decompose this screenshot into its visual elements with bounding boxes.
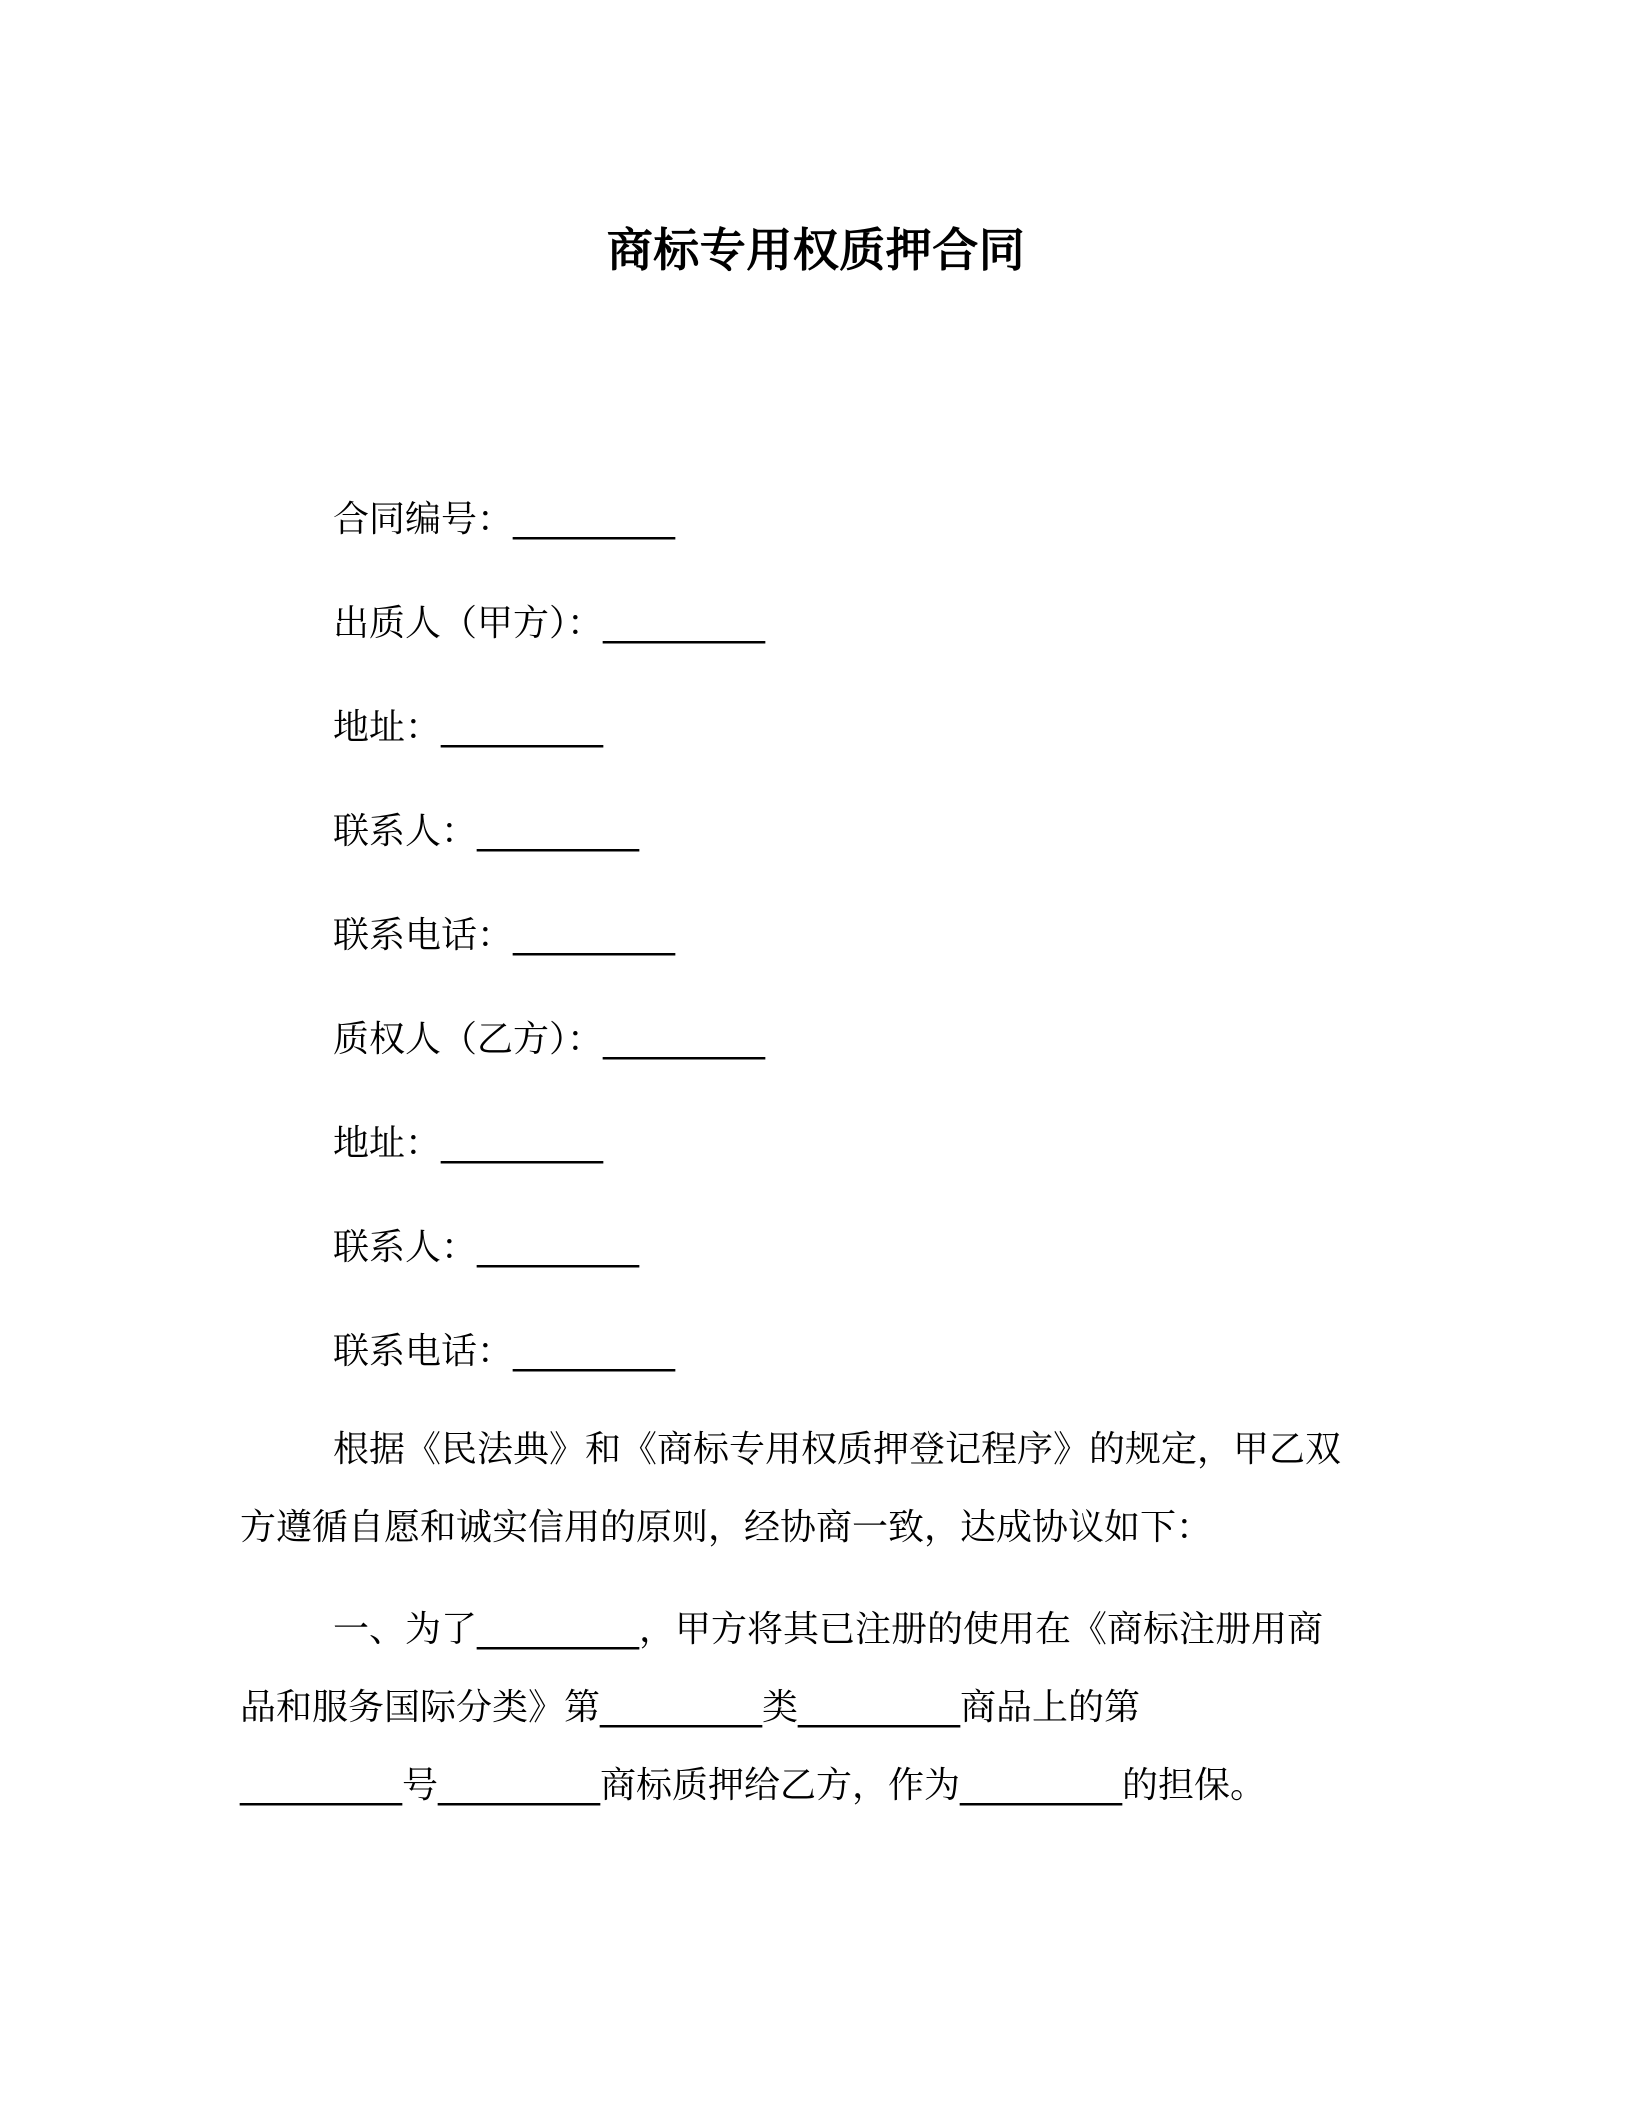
pledgee-address-field: 地址：_________	[333, 1123, 604, 1164]
preamble-paragraph	[240, 1411, 1400, 1567]
clause-line: 一、为了_________，甲方将其已注册的使用在《商标注册用商	[333, 1609, 1324, 1650]
preamble-line: 方遵循自愿和诚实信用的原则，经协商一致，达成协议如下：	[240, 1507, 1213, 1548]
clause-one-paragraph	[240, 1591, 1400, 1825]
contract-number-field: 合同编号：_________	[333, 499, 676, 540]
pledgee-contact-person-field: 联系人：_________	[333, 1227, 640, 1268]
clause-line: 品和服务国际分类》第_________类_________商品上的第	[240, 1687, 1141, 1728]
preamble-line: 根据《民法典》和《商标专用权质押登记程序》的规定，甲乙双	[333, 1429, 1342, 1470]
party-info-list	[333, 494, 1433, 1430]
pledgor-party-a-field: 出质人（甲方）：_________	[333, 603, 766, 644]
clause-line: _________号_________商标质押给乙方，作为_________的担保。	[240, 1765, 1267, 1806]
document-title: 商标专用权质押合同	[606, 223, 1026, 277]
pledgee-phone-field: 联系电话：_________	[333, 1331, 676, 1372]
pledgor-address-field: 地址：_________	[333, 707, 604, 748]
pledgor-contact-person-field: 联系人：_________	[333, 811, 640, 852]
pledgor-phone-field: 联系电话：_________	[333, 915, 676, 956]
pledgee-party-b-field: 质权人（乙方）：_________	[333, 1019, 766, 1060]
